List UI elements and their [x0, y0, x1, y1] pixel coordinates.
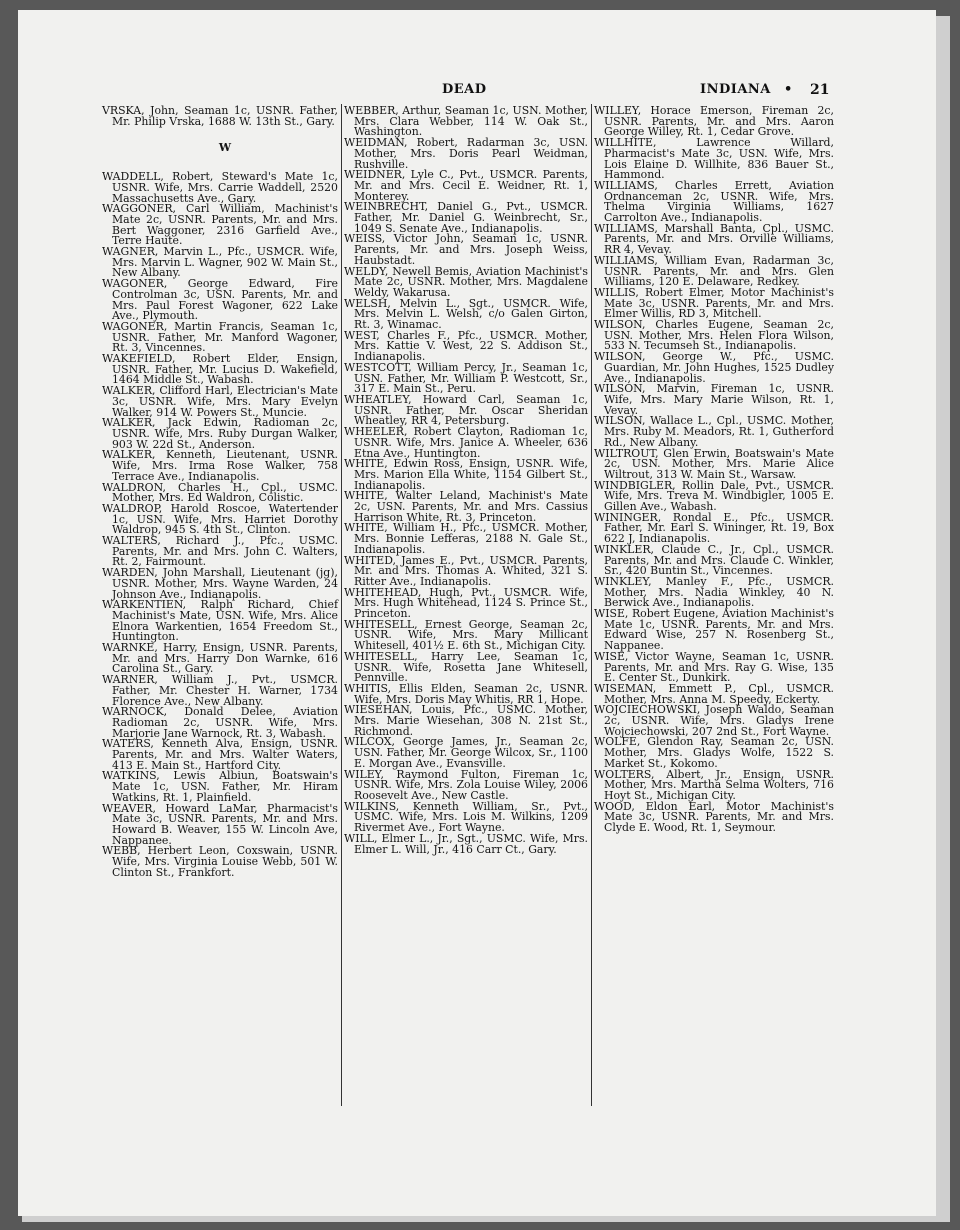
page-header: [18, 82, 936, 102]
casualty-entry: WAGNER, Marvin L., Pfc., USMCR. Wife, Mrs. Marvin L. Wagner, 902 W. Main St., New Albany.: [102, 245, 338, 280]
state-title: INDIANA: [700, 82, 771, 97]
casualty-entry: WHITE, Edwin Ross, Ensign, USNR. Wife, Mrs. Marion Ella White, 1154 Gilbert St., Indianapolis.: [344, 457, 588, 492]
casualty-entry: WILSON, Marvin, Fireman 1c, USNR. Wife, Mrs. Mary Marie Wilson, Rt. 1, Vevay.: [594, 382, 834, 417]
casualty-entry: WAGONER, Martin Francis, Seaman 1c, USNR. Father, Mr. Manford Wagoner, Rt. 3, Vincennes.: [102, 319, 338, 355]
casualty-entry: WADDELL, Robert, Steward's Mate 1c, USNR. Wife, Mrs. Carrie Waddell, 2520 Massachusetts Ave., Gary.: [102, 170, 338, 205]
casualty-entry: WILLIAMS, Marshall Banta, Cpl., USMC. Parents, Mr. and Mrs. Orville Williams, RR 4, Vevay.: [594, 221, 834, 257]
column-1: [102, 106, 338, 879]
casualty-entry: WINKLER, Claude C., Jr., Cpl., USMCR. Parents, Mr. and Mrs. Claude C. Winkler, Sr., 420 Buntin St., Vincennes.: [594, 542, 834, 578]
casualty-entry: WARNKE, Harry, Ensign, USNR. Parents, Mr. and Mrs. Harry Don Warnke, 616 Carolina St., Gary.: [102, 641, 338, 676]
casualty-entry: WELSH, Melvin L., Sgt., USMCR. Wife, Mrs. Melvin L. Welsh, c/o Galen Girton, Rt. 3, Winamac.: [344, 296, 588, 332]
column-divider: [341, 104, 342, 1106]
casualty-entry: WAGGONER, Carl William, Machinist's Mate 2c, USNR. Parents, Mr. and Mrs. Bert Waggoner, 2316 Garfield Ave., Terre Haute.: [102, 202, 338, 248]
casualty-entry: WOLTERS, Albert, Jr., Ensign, USNR. Mother, Mrs. Martha Selma Wolters, 716 Hoyt St., Michigan City.: [594, 767, 834, 802]
casualty-entry: WARKENTIEN, Ralph Richard, Chief Machinist's Mate, USN. Wife, Mrs. Alice Elnora Warkentien, 1654 Freedom St., Huntington.: [102, 598, 338, 644]
casualty-entry: WALTERS, Richard J., Pfc., USMC. Parents, Mr. and Mrs. John C. Walters, Rt. 2, Fairmount.: [102, 534, 338, 569]
casualty-entry: WALKER, Jack Edwin, Radioman 2c, USNR. Wife, Mrs. Ruby Durgan Walker, 903 W. 22d St., Anderson.: [102, 416, 338, 451]
casualty-entry: WEISS, Victor John, Seaman 1c, USNR. Parents, Mr. and Mrs. Joseph Weiss, Haubstadt.: [344, 232, 588, 267]
casualty-entry: WARNOCK, Donald Delee, Aviation Radioman 2c, USNR. Wife, Mrs. Marjorie Jane Warnock, Rt. 3, Wabash.: [102, 705, 338, 740]
casualty-entry: WILLEY, Horace Emerson, Fireman 2c, USNR. Parents, Mr. and Mrs. Aaron George Willey, Rt. 1, Cedar Grove.: [594, 104, 834, 139]
casualty-entry: WOLFE, Glendon Ray, Seaman 2c, USN. Mother, Mrs. Gladys Wolfe, 1522 S. Market St., Kokomo.: [594, 735, 834, 770]
casualty-entry: WHITEHEAD, Hugh, Pvt., USMCR. Wife, Mrs. Hugh Whitehead, 1124 S. Prince St., Princeton.: [344, 585, 588, 621]
casualty-entry: WILKINS, Kenneth William, Sr., Pvt., USMC. Wife, Mrs. Lois M. Wilkins, 1209 Rivermet Ave., Fort Wayne.: [344, 799, 588, 835]
column-3: [594, 106, 834, 834]
column-divider: [591, 104, 592, 1106]
casualty-entry: WEIDMAN, Robert, Radarman 3c, USN. Mother, Mrs. Doris Pearl Weidman, Rushville.: [344, 136, 588, 171]
casualty-entry: WHEATLEY, Howard Carl, Seaman 1c, USNR. Father, Mr. Oscar Sheridan Wheatley, RR 4, Petersburg.: [344, 392, 588, 428]
casualty-entry: WALKER, Clifford Harl, Electrician's Mate 3c, USNR. Wife, Mrs. Mary Evelyn Walker, 914 W. Powers St., Muncie.: [102, 384, 338, 419]
casualty-entry: WILLIS, Robert Elmer, Motor Machinist's Mate 3c, USNR. Parents, Mr. and Mrs. Elmer Willis, RD 3, Mitchell.: [594, 285, 834, 321]
casualty-entry: WALDROP, Harold Roscoe, Watertender 1c, USN. Wife, Mrs. Harriet Dorothy Waldrop, 945 S. 4th St., Clinton.: [102, 501, 338, 537]
casualty-entry: WISEMAN, Emmett P., Cpl., USMCR. Mother, Mrs. Anna M. Speedy, Eckerty.: [594, 681, 834, 706]
casualty-entry: WISE, Victor Wayne, Seaman 1c, USNR. Parents, Mr. and Mrs. Ray G. Wise, 135 E. Center St., Dunkirk.: [594, 649, 834, 685]
casualty-entry: WILTROUT, Glen Erwin, Boatswain's Mate 2c, USN. Mother, Mrs. Marie Alice Wiltrout, 313 W. Main St., Warsaw.: [594, 446, 834, 481]
casualty-entry: WILEY, Raymond Fulton, Fireman 1c, USNR. Wife, Mrs. Zola Louise Wiley, 2006 Roosevelt Ave., New Castle.: [344, 767, 588, 802]
casualty-entry: WOJCIECHOWSKI, Joseph Waldo, Seaman 2c, USNR. Wife, Mrs. Gladys Irene Wojciechowski, 207 2nd St., Fort Wayne.: [594, 703, 834, 738]
casualty-entry: WILL, Elmer L., Jr., Sgt., USMC. Wife, Mrs. Elmer L. Will, Jr., 416 Carr Ct., Gary.: [344, 831, 588, 856]
casualty-entry: WINKLEY, Manley F., Pfc., USMCR. Mother, Mrs. Nadia Winkley, 40 N. Berwick Ave., Indianapolis.: [594, 574, 834, 610]
bullet-icon: •: [784, 82, 793, 97]
casualty-entry: WIESEHAN, Louis, Pfc., USMC. Mother, Mrs. Marie Wiesehan, 308 N. 21st St., Richmond.: [344, 703, 588, 738]
casualty-entry: WHITE, Walter Leland, Machinist's Mate 2c, USN. Parents, Mr. and Mrs. Cassius Harrison White, Rt. 3, Princeton.: [344, 489, 588, 524]
casualty-entry: WARDEN, John Marshall, Lieutenant (jg), USNR. Mother, Mrs. Wayne Warden, 24 Johnson Ave., Indianapolis.: [102, 566, 338, 601]
casualty-entry: WISE, Robert Eugene, Aviation Machinist's Mate 1c, USNR. Parents, Mr. and Mrs. Edward Wise, 257 N. Rosenberg St., Nappanee.: [594, 607, 834, 653]
casualty-entry: WHEELER, Robert Clayton, Radioman 1c, USNR. Wife, Mrs. Janice A. Wheeler, 636 Etna Ave., Huntington.: [344, 425, 588, 460]
casualty-entry: WAGONER, George Edward, Fire Controlman 3c, USN. Parents, Mr. and Mrs. Paul Forest Wagoner, 622 Lake Ave., Plymouth.: [102, 277, 338, 323]
casualty-entry: WARNER, William J., Pvt., USMCR. Father, Mr. Chester H. Warner, 1734 Florence Ave., New Albany.: [102, 673, 338, 708]
casualty-entry: WILSON, George W., Pfc., USMC. Guardian, Mr. John Hughes, 1525 Dudley Ave., Indianapolis.: [594, 350, 834, 385]
casualty-entry: WILLHITE, Lawrence Willard, Pharmacist's Mate 3c, USN. Wife, Mrs. Lois Elaine D. Willhite, 836 Bauer St., Hammond.: [594, 136, 834, 182]
casualty-entry: WEIDNER, Lyle C., Pvt., USMCR. Parents, Mr. and Mrs. Cecil E. Weidner, Rt. 1, Monterey.: [344, 168, 588, 203]
casualty-entry: WATERS, Kenneth Alva, Ensign, USNR. Parents, Mr. and Mrs. Walter Waters, 413 E. Main St., Hartford City.: [102, 737, 338, 772]
casualty-entry: WEAVER, Howard LaMar, Pharmacist's Mate 3c, USNR. Parents, Mr. and Mrs. Howard B. Weaver, 155 W. Lincoln Ave, Nappanee.: [102, 801, 338, 847]
casualty-entry: WEST, Charles F., Pfc., USMCR. Mother, Mrs. Kattie V. West, 22 S. Addison St., Indianapolis.: [344, 328, 588, 364]
casualty-entry: VRSKA, John, Seaman 1c, USNR. Father, Mr. Philip Vrska, 1688 W. 13th St., Gary.: [102, 104, 338, 128]
casualty-entry: WHITESELL, Harry Lee, Seaman 1c, USNR. Wife, Rosetta Jane Whitesell, Pennville.: [344, 649, 588, 685]
casualty-entry: WILSON, Charles Eugene, Seaman 2c, USN. Mother, Mrs. Helen Flora Wilson, 533 N. Tecumseh St., Indianapolis.: [594, 318, 834, 353]
casualty-entry: WHITIS, Ellis Elden, Seaman 2c, USNR. Wife, Mrs. Doris May Whitis, RR 1, Hope.: [344, 681, 588, 706]
section-title: DEAD: [442, 82, 487, 97]
casualty-entry: WATKINS, Lewis Albiun, Boatswain's Mate 1c, USN. Father, Mr. Hiram Watkins, Rt. 1, Plainfield.: [102, 769, 338, 804]
casualty-entry: WEBB, Herbert Leon, Coxswain, USNR. Wife, Mrs. Virginia Louise Webb, 501 W. Clinton St., Frankfort.: [102, 844, 338, 879]
document-page: [18, 10, 936, 1216]
casualty-entry: WILLIAMS, Charles Errett, Aviation Ordnanceman 2c, USNR. Wife, Mrs. Thelma Virginia Williams, 1627 Carrolton Ave., Indianapolis.: [594, 178, 834, 225]
casualty-entry: WHITESELL, Ernest George, Seaman 2c, USNR. Wife, Mrs. Mary Millicant Whitesell, 401½ E. 6th St., Michigan City.: [344, 617, 588, 653]
casualty-entry: WILCOX, George James, Jr., Seaman 2c, USN. Father, Mr. George Wilcox, Sr., 1100 E. Morgan Ave., Evansville.: [344, 735, 588, 770]
section-letter: W: [218, 141, 232, 155]
casualty-entry: WINDBIGLER, Rollin Dale, Pvt., USMCR. Wife, Mrs. Treva M. Windbigler, 1005 E. Gillen Ave., Wabash.: [594, 478, 834, 514]
column-2: [344, 106, 588, 855]
casualty-entry: WEINBRECHT, Daniel G., Pvt., USMCR. Father, Mr. Daniel G. Weinbrecht, Sr., 1049 S. Senate Ave., Indianapolis.: [344, 200, 588, 235]
casualty-entry: WALDRON, Charles H., Cpl., USMC. Mother, Mrs. Ed Waldron, Colistic.: [102, 480, 338, 505]
casualty-entry: WININGER, Rondal E., Pfc., USMCR. Father, Mr. Earl S. Wininger, Rt. 19, Box 622 J, Indianapolis.: [594, 510, 834, 546]
page-number: 21: [810, 82, 830, 98]
casualty-entry: WEBBER, Arthur, Seaman 1c, USN. Mother, Mrs. Clara Webber, 114 W. Oak St., Washington.: [344, 104, 588, 139]
casualty-entry: WOOD, Eldon Earl, Motor Machinist's Mate 3c, USNR. Parents, Mr. and Mrs. Clyde E. Wood, Rt. 1, Seymour.: [594, 799, 834, 835]
casualty-entry: WHITED, James E., Pvt., USMCR. Parents, Mr. and Mrs. Thomas A. Whited, 321 S. Ritter Ave., Indianapolis.: [344, 553, 588, 588]
casualty-entry: WILLIAMS, William Evan, Radarman 3c, USNR. Parents, Mr. and Mrs. Glen Williams, 120 E. Delaware, Redkey.: [594, 253, 834, 289]
casualty-entry: WESTCOTT, William Percy, Jr., Seaman 1c, USN. Father, Mr. William P. Westcott, Sr., 317 E. Main St., Peru.: [344, 360, 588, 396]
casualty-entry: WALKER, Kenneth, Lieutenant, USNR. Wife, Mrs. Irma Rose Walker, 758 Terrace Ave., Indianapolis.: [102, 448, 338, 483]
casualty-entry: WELDY, Newell Bemis, Aviation Machinist's Mate 2c, USNR. Mother, Mrs. Magdalene Weldy, Wakarusa.: [344, 264, 588, 299]
casualty-entry: WILSON, Wallace L., Cpl., USMC. Mother, Mrs. Ruby M. Meadors, Rt. 1, Gutherford Rd., New Albany.: [594, 414, 834, 449]
casualty-entry: WHITE, William H., Pfc., USMCR. Mother, Mrs. Bonnie Lefferas, 2188 N. Gale St., Indianapolis.: [344, 521, 588, 556]
casualty-entry: WAKEFIELD, Robert Elder, Ensign, USNR. Father, Mr. Lucius D. Wakefield, 1464 Middle St., Wabash.: [102, 352, 338, 387]
